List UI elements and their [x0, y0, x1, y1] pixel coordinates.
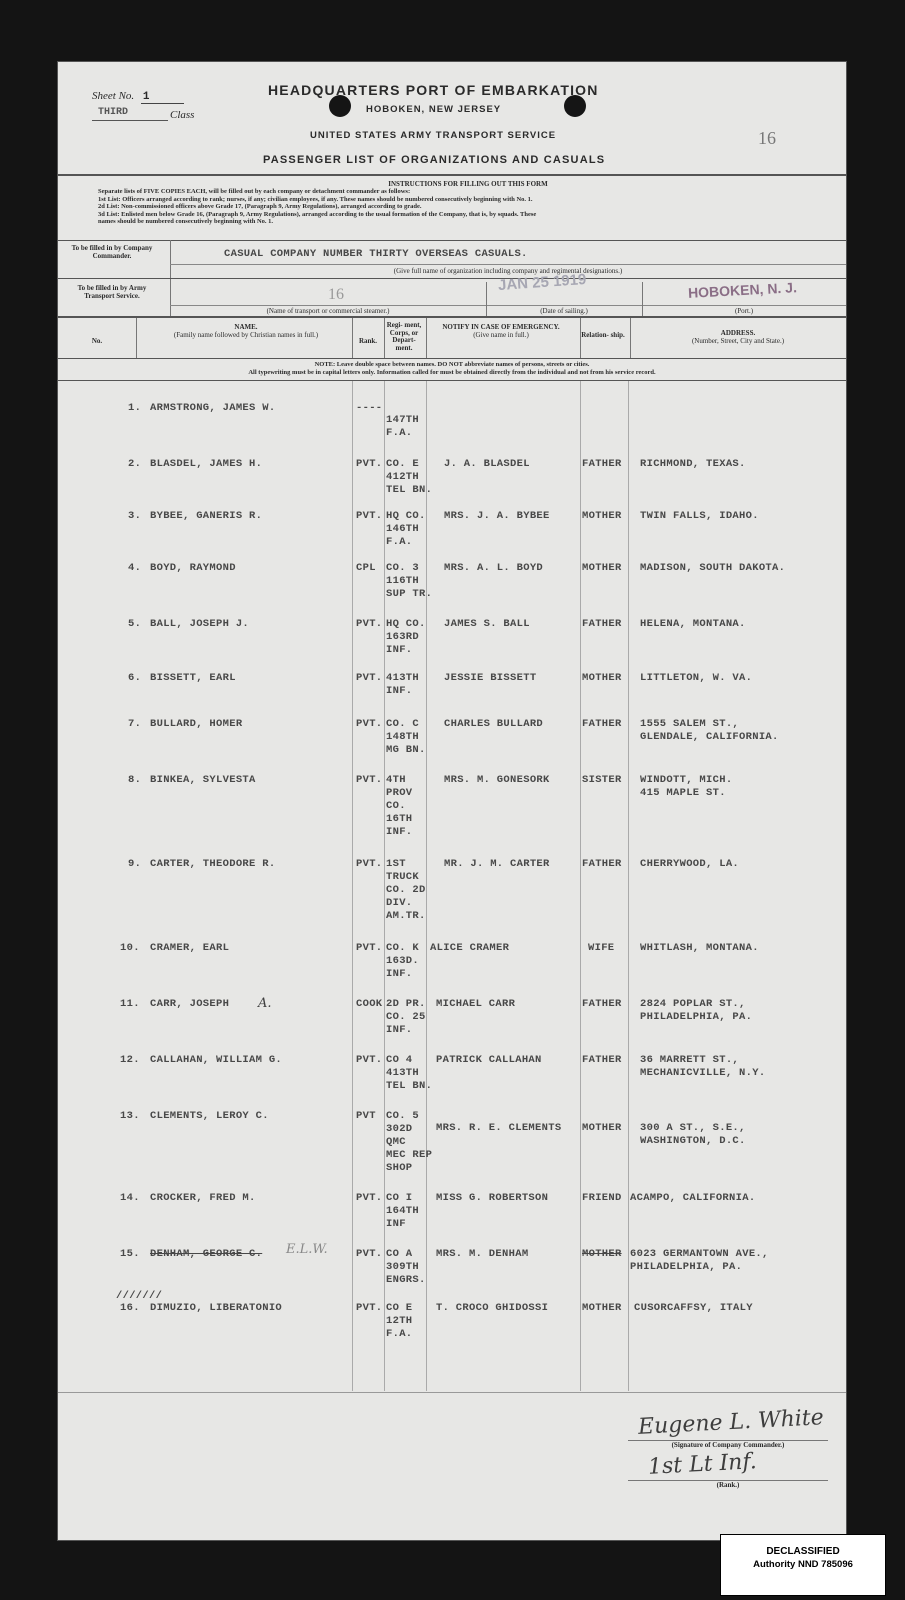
- entry-unit: HQ CO. 146TH F.A.: [386, 510, 426, 548]
- entry-rank: PVT.: [356, 774, 383, 786]
- col-address-sub: (Number, Street, City and State.): [691, 336, 785, 345]
- entry-relationship: MOTHER: [582, 562, 622, 574]
- instructions-line-4: 3d List: Enlisted men below Grade 16, (Paragraph 9, Army Regulations), arranged according to the usual formation of the Company, that is, by squads. These: [98, 210, 537, 218]
- entry-relationship: MOTHER: [582, 510, 622, 522]
- entry-relationship: MOTHER: [582, 672, 622, 684]
- punch-hole-right: [564, 95, 586, 117]
- entry-address: HELENA, MONTANA.: [640, 618, 746, 630]
- entry-notify: MICHAEL CARR: [436, 998, 516, 1010]
- entry-relationship: WIFE: [588, 942, 615, 954]
- transport-block-label: To be filled in by Army Transport Service.: [77, 284, 147, 300]
- entry-unit: 2D PR. CO. 25 INF.: [386, 998, 426, 1036]
- instructions-line-1: Separate lists of FIVE COPIES EACH, will be filled out by each company or detachment commander as follows:: [98, 188, 411, 195]
- entry-unit: CO. C 148TH MG BN.: [386, 718, 426, 756]
- entry-notify: J. A. BLASDEL: [444, 458, 530, 470]
- entry-row: [58, 562, 846, 612]
- sheet-number: [92, 90, 184, 103]
- entry-relationship: MOTHER: [582, 1248, 622, 1260]
- sheet-no-value: 1: [141, 91, 184, 104]
- entry-rank: PVT.: [356, 1054, 383, 1066]
- entry-notify: JESSIE BISSETT: [444, 672, 537, 684]
- entry-no: 13.: [120, 1110, 140, 1122]
- col-notify-sub: (Give name in full.): [473, 330, 529, 339]
- col-notify-title: NOTIFY IN CASE OF EMERGENCY.: [442, 323, 560, 331]
- instructions: [98, 180, 838, 226]
- passenger-list-sheet: [58, 62, 846, 1540]
- entry-address: WINDOTT, MICH. 415 MAPLE ST.: [640, 774, 733, 799]
- port-stamp: HOBOKEN, N. J.: [687, 279, 798, 301]
- entry-name: CALLAHAN, WILLIAM G.: [150, 1054, 283, 1066]
- transport-underline: [170, 305, 846, 306]
- col-name-sub: (Family name followed by Christian names in full.): [173, 330, 319, 339]
- entry-no: 9.: [128, 858, 142, 870]
- entry-no: 16.: [120, 1302, 140, 1314]
- col-rank: Rank.: [358, 337, 378, 345]
- entry-notify: PATRICK CALLAHAN: [436, 1054, 542, 1066]
- top-rule: [58, 174, 846, 176]
- entry-relationship: SISTER: [582, 774, 622, 786]
- entry-notify: MRS. A. L. BOYD: [444, 562, 544, 574]
- entry-unit: CO E 12TH F.A.: [386, 1302, 413, 1340]
- hdr-divider-3: [384, 318, 385, 358]
- entry-unit: CO I 164TH INF: [386, 1192, 420, 1230]
- instructions-line-3: 2d List: Non-commissioned officers above Grade 17, (Paragraph 9, Army Regulations), arranged according to grade.: [98, 203, 422, 210]
- entry-row: [58, 618, 846, 668]
- strikeout-marks: ///////: [116, 1290, 163, 1302]
- entry-relationship: FATHER: [582, 998, 622, 1010]
- entry-row: [58, 1054, 846, 1104]
- entry-notify: CHARLES BULLARD: [444, 718, 544, 730]
- entry-relationship: MOTHER: [582, 1302, 622, 1314]
- entry-address: TWIN FALLS, IDAHO.: [640, 510, 759, 522]
- port-caption: (Port.): [734, 307, 754, 315]
- sheet-no-label: Sheet No.: [92, 90, 135, 102]
- entry-unit: CO. 5 302D QMC MEC REP SHOP: [386, 1110, 433, 1174]
- entry-name: DIMUZIO, LIBERATONIO: [150, 1302, 283, 1314]
- entry-unit: 413TH INF.: [386, 672, 420, 697]
- instructions-line-5: names should be numbered consecutively beginning with No. 1.: [98, 218, 274, 225]
- company-caption: (Give full name of organization including company and regimental designations.): [393, 267, 623, 275]
- entry-address: RICHMOND, TEXAS.: [640, 458, 746, 470]
- entry-name: ARMSTRONG, JAMES W.: [150, 402, 276, 414]
- entry-rank: PVT.: [356, 1192, 383, 1204]
- entry-relationship: FATHER: [582, 458, 622, 470]
- location-title: HOBOKEN, NEW JERSEY: [366, 104, 502, 115]
- entry-name: CROCKER, FRED M.: [150, 1192, 256, 1204]
- entry-row: [58, 458, 846, 508]
- entry-notify: T. CROCO GHIDOSSI: [436, 1302, 549, 1314]
- entry-address: LITTLETON, W. VA.: [640, 672, 753, 684]
- entry-relationship: FRIEND: [582, 1192, 622, 1204]
- entry-notify: MRS. M. GONESORK: [444, 774, 550, 786]
- entry-row: [58, 774, 846, 854]
- entry-no: 1.: [128, 402, 142, 414]
- entry-name: BULLARD, HOMER: [150, 718, 243, 730]
- declassified-authority: Authority NND 785096: [753, 1559, 853, 1570]
- hdr-divider-6: [630, 318, 631, 358]
- col-notify: [426, 324, 576, 339]
- entry-unit: CO 4 413TH TEL BN.: [386, 1054, 433, 1092]
- entry-name: CARR, JOSEPH: [150, 998, 230, 1010]
- entry-name: BALL, JOSEPH J.: [150, 618, 250, 630]
- entry-name: BISSETT, EARL: [150, 672, 236, 684]
- entry-rank: PVT.: [356, 1248, 383, 1260]
- entry-no: 11.: [120, 998, 140, 1010]
- company-underline: [170, 264, 846, 265]
- entry-name: CARTER, THEODORE R.: [150, 858, 276, 870]
- entry-notify: MRS. R. E. CLEMENTS: [436, 1122, 562, 1134]
- entry-no: 2.: [128, 458, 142, 470]
- entry-no: 6.: [128, 672, 142, 684]
- hdr-divider-5: [580, 318, 581, 358]
- entry-address: CHERRYWOOD, LA.: [640, 858, 740, 870]
- col-name: [136, 324, 356, 339]
- steamer-value: 16: [328, 286, 344, 303]
- entry-notify: MRS. M. DENHAM: [436, 1248, 529, 1260]
- entry-unit: CO. E 412TH TEL BN.: [386, 458, 433, 496]
- entry-rank: PVT.: [356, 1302, 383, 1314]
- note: [58, 361, 846, 376]
- entry-name: BOYD, RAYMOND: [150, 562, 236, 574]
- instructions-title: INSTRUCTIONS FOR FILLING OUT THIS FORM: [388, 180, 548, 188]
- entry-row: [58, 718, 846, 768]
- entry-notify: MRS. J. A. BYBEE: [444, 510, 550, 522]
- entry-address: 6023 GERMANTOWN AVE., PHILADELPHIA, PA.: [630, 1248, 769, 1273]
- col-address: [630, 330, 846, 345]
- entry-address: CUSORCAFFSY, ITALY: [634, 1302, 753, 1314]
- entry-row: [58, 998, 846, 1048]
- signature-caption: (Signature of Company Commander.): [671, 1441, 785, 1449]
- entry-rank: PVT.: [356, 672, 383, 684]
- page-number: 16: [758, 128, 776, 148]
- entry-address: WHITLASH, MONTANA.: [640, 942, 759, 954]
- entry-rank: PVT.: [356, 718, 383, 730]
- entry-unit: 147TH F.A.: [386, 414, 420, 439]
- entry-name: BINKEA, SYLVESTA: [150, 774, 256, 786]
- entry-rank: PVT.: [356, 510, 383, 522]
- entry-row: [58, 942, 846, 992]
- entry-relationship: FATHER: [582, 858, 622, 870]
- date-caption: (Date of sailing.): [540, 307, 588, 315]
- entry-relationship: FATHER: [582, 618, 622, 630]
- hdr-divider-4: [426, 318, 427, 358]
- class-value: THIRD: [98, 107, 129, 118]
- entry-rank: PVT.: [356, 942, 383, 954]
- entry-notify: MISS G. ROBERTSON: [436, 1192, 549, 1204]
- entry-rank: ----: [356, 402, 383, 414]
- entry-address: 2824 POPLAR ST., PHILADELPHIA, PA.: [640, 998, 753, 1023]
- headquarters-title: HEADQUARTERS PORT OF EMBARKATION: [268, 82, 599, 98]
- entry-row: [58, 672, 846, 712]
- entry-row: [58, 1192, 846, 1242]
- entry-relationship: FATHER: [582, 718, 622, 730]
- entry-rank: PVT: [356, 1110, 376, 1122]
- entry-unit: CO. 3 116TH SUP TR.: [386, 562, 433, 600]
- declassified-stamp: [720, 1534, 886, 1596]
- entry-relationship: MOTHER: [582, 1122, 622, 1134]
- transport-rule: [58, 316, 846, 318]
- commander-rank: 1st Lt Inf.: [647, 1449, 758, 1480]
- declassified-label: DECLASSIFIED: [766, 1546, 840, 1557]
- class-label: Class: [170, 109, 195, 121]
- entry-notify: MR. J. M. CARTER: [444, 858, 550, 870]
- entry-no: 15.: [120, 1248, 140, 1260]
- entry-no: 3.: [128, 510, 142, 522]
- entry-address: 300 A ST., S.E., WASHINGTON, D.C.: [640, 1122, 746, 1147]
- entry-unit: CO. K 163D. INF.: [386, 942, 420, 980]
- entry-unit: CO A 309TH ENGRS.: [386, 1248, 426, 1286]
- instructions-line-2: 1st List: Officers arranged according to rank; nurses, if any; civilian employees, if any. These names should be numbered consecutively beginning with No. 1.: [98, 195, 533, 203]
- entry-address: MADISON, SOUTH DAKOTA.: [640, 562, 786, 574]
- punch-hole-left: [329, 95, 351, 117]
- entry-name: DENHAM, GEORGE C.: [150, 1248, 263, 1260]
- entry-relationship: FATHER: [582, 1054, 622, 1066]
- entry-rank: PVT.: [356, 458, 383, 470]
- entry-row: [58, 1242, 846, 1298]
- company-name: CASUAL COMPANY NUMBER THIRTY OVERSEAS CASUALS.: [224, 248, 528, 260]
- entry-name: BYBEE, GANERIS R.: [150, 510, 263, 522]
- entry-rank: PVT.: [356, 618, 383, 630]
- service-title: UNITED STATES ARMY TRANSPORT SERVICE: [310, 130, 557, 141]
- entry-row: [58, 1110, 846, 1190]
- class-underline: [92, 120, 168, 121]
- note-line-1: NOTE: Leave double space between names. DO NOT abbreviate names of persons, streets or cities.: [314, 361, 590, 368]
- hdr-divider-1: [136, 318, 137, 358]
- footer-rule: [58, 1392, 846, 1393]
- note-line-2: All typewriting must be in capital letters only. Information called for must be obtained directly from the individual and not from his service record.: [248, 368, 656, 376]
- steamer-caption: (Name of transport or commercial steamer.): [266, 307, 390, 315]
- entry-notify: ALICE CRAMER: [430, 942, 510, 954]
- entry-no: 8.: [128, 774, 142, 786]
- entry-notify: JAMES S. BALL: [444, 618, 530, 630]
- entry-name: CLEMENTS, LEROY C.: [150, 1110, 269, 1122]
- entry-name: CRAMER, EARL: [150, 942, 230, 954]
- handwritten-initials: E.L.W.: [286, 1242, 328, 1257]
- passenger-list-title: PASSENGER LIST OF ORGANIZATIONS AND CASUALS: [263, 154, 606, 166]
- entry-unit: 4TH PROV CO. 16TH INF.: [386, 774, 413, 838]
- entry-row: [58, 1290, 846, 1372]
- entry-no: 14.: [120, 1192, 140, 1204]
- entry-rank: PVT.: [356, 858, 383, 870]
- col-regiment: Regi- ment, Corps, or Depart- ment.: [386, 321, 422, 352]
- handwritten-initial-a: A.: [258, 996, 272, 1011]
- entry-no: 10.: [120, 942, 140, 954]
- entry-row: [58, 402, 846, 452]
- entry-no: 5.: [128, 618, 142, 630]
- entry-address: ACAMPO, CALIFORNIA.: [630, 1192, 756, 1204]
- instructions-rule: [58, 240, 846, 241]
- col-relationship: Relation- ship.: [581, 331, 625, 339]
- entry-no: 7.: [128, 718, 142, 730]
- entry-no: 12.: [120, 1054, 140, 1066]
- entry-row: [58, 510, 846, 560]
- entry-unit: HQ CO. 163RD INF.: [386, 618, 426, 656]
- company-rule: [58, 278, 846, 279]
- entry-name: BLASDEL, JAMES H.: [150, 458, 263, 470]
- col-no: No.: [91, 337, 103, 345]
- sailing-date-stamp: JAN 25 1919: [497, 270, 587, 295]
- entry-unit: 1ST TRUCK CO. 2D DIV. AM.TR.: [386, 858, 426, 922]
- note-rule: [58, 380, 846, 381]
- col-address-title: ADDRESS.: [720, 329, 756, 337]
- entry-rank: CPL: [356, 562, 376, 574]
- entry-address: 36 MARRETT ST., MECHANICVILLE, N.Y.: [640, 1054, 766, 1079]
- entry-rank: COOK: [356, 998, 383, 1010]
- rank-caption: (Rank.): [716, 1481, 740, 1489]
- entry-row: [58, 858, 846, 938]
- entry-no: 4.: [128, 562, 142, 574]
- entry-address: 1555 SALEM ST., GLENDALE, CALIFORNIA.: [640, 718, 779, 743]
- hdr-divider-2: [352, 318, 353, 358]
- company-block-label: To be filled in by Company Commander.: [71, 244, 153, 260]
- header-rule: [58, 358, 846, 359]
- col-name-title: NAME.: [234, 323, 258, 331]
- commander-signature: Eugene L. White: [637, 1405, 825, 1440]
